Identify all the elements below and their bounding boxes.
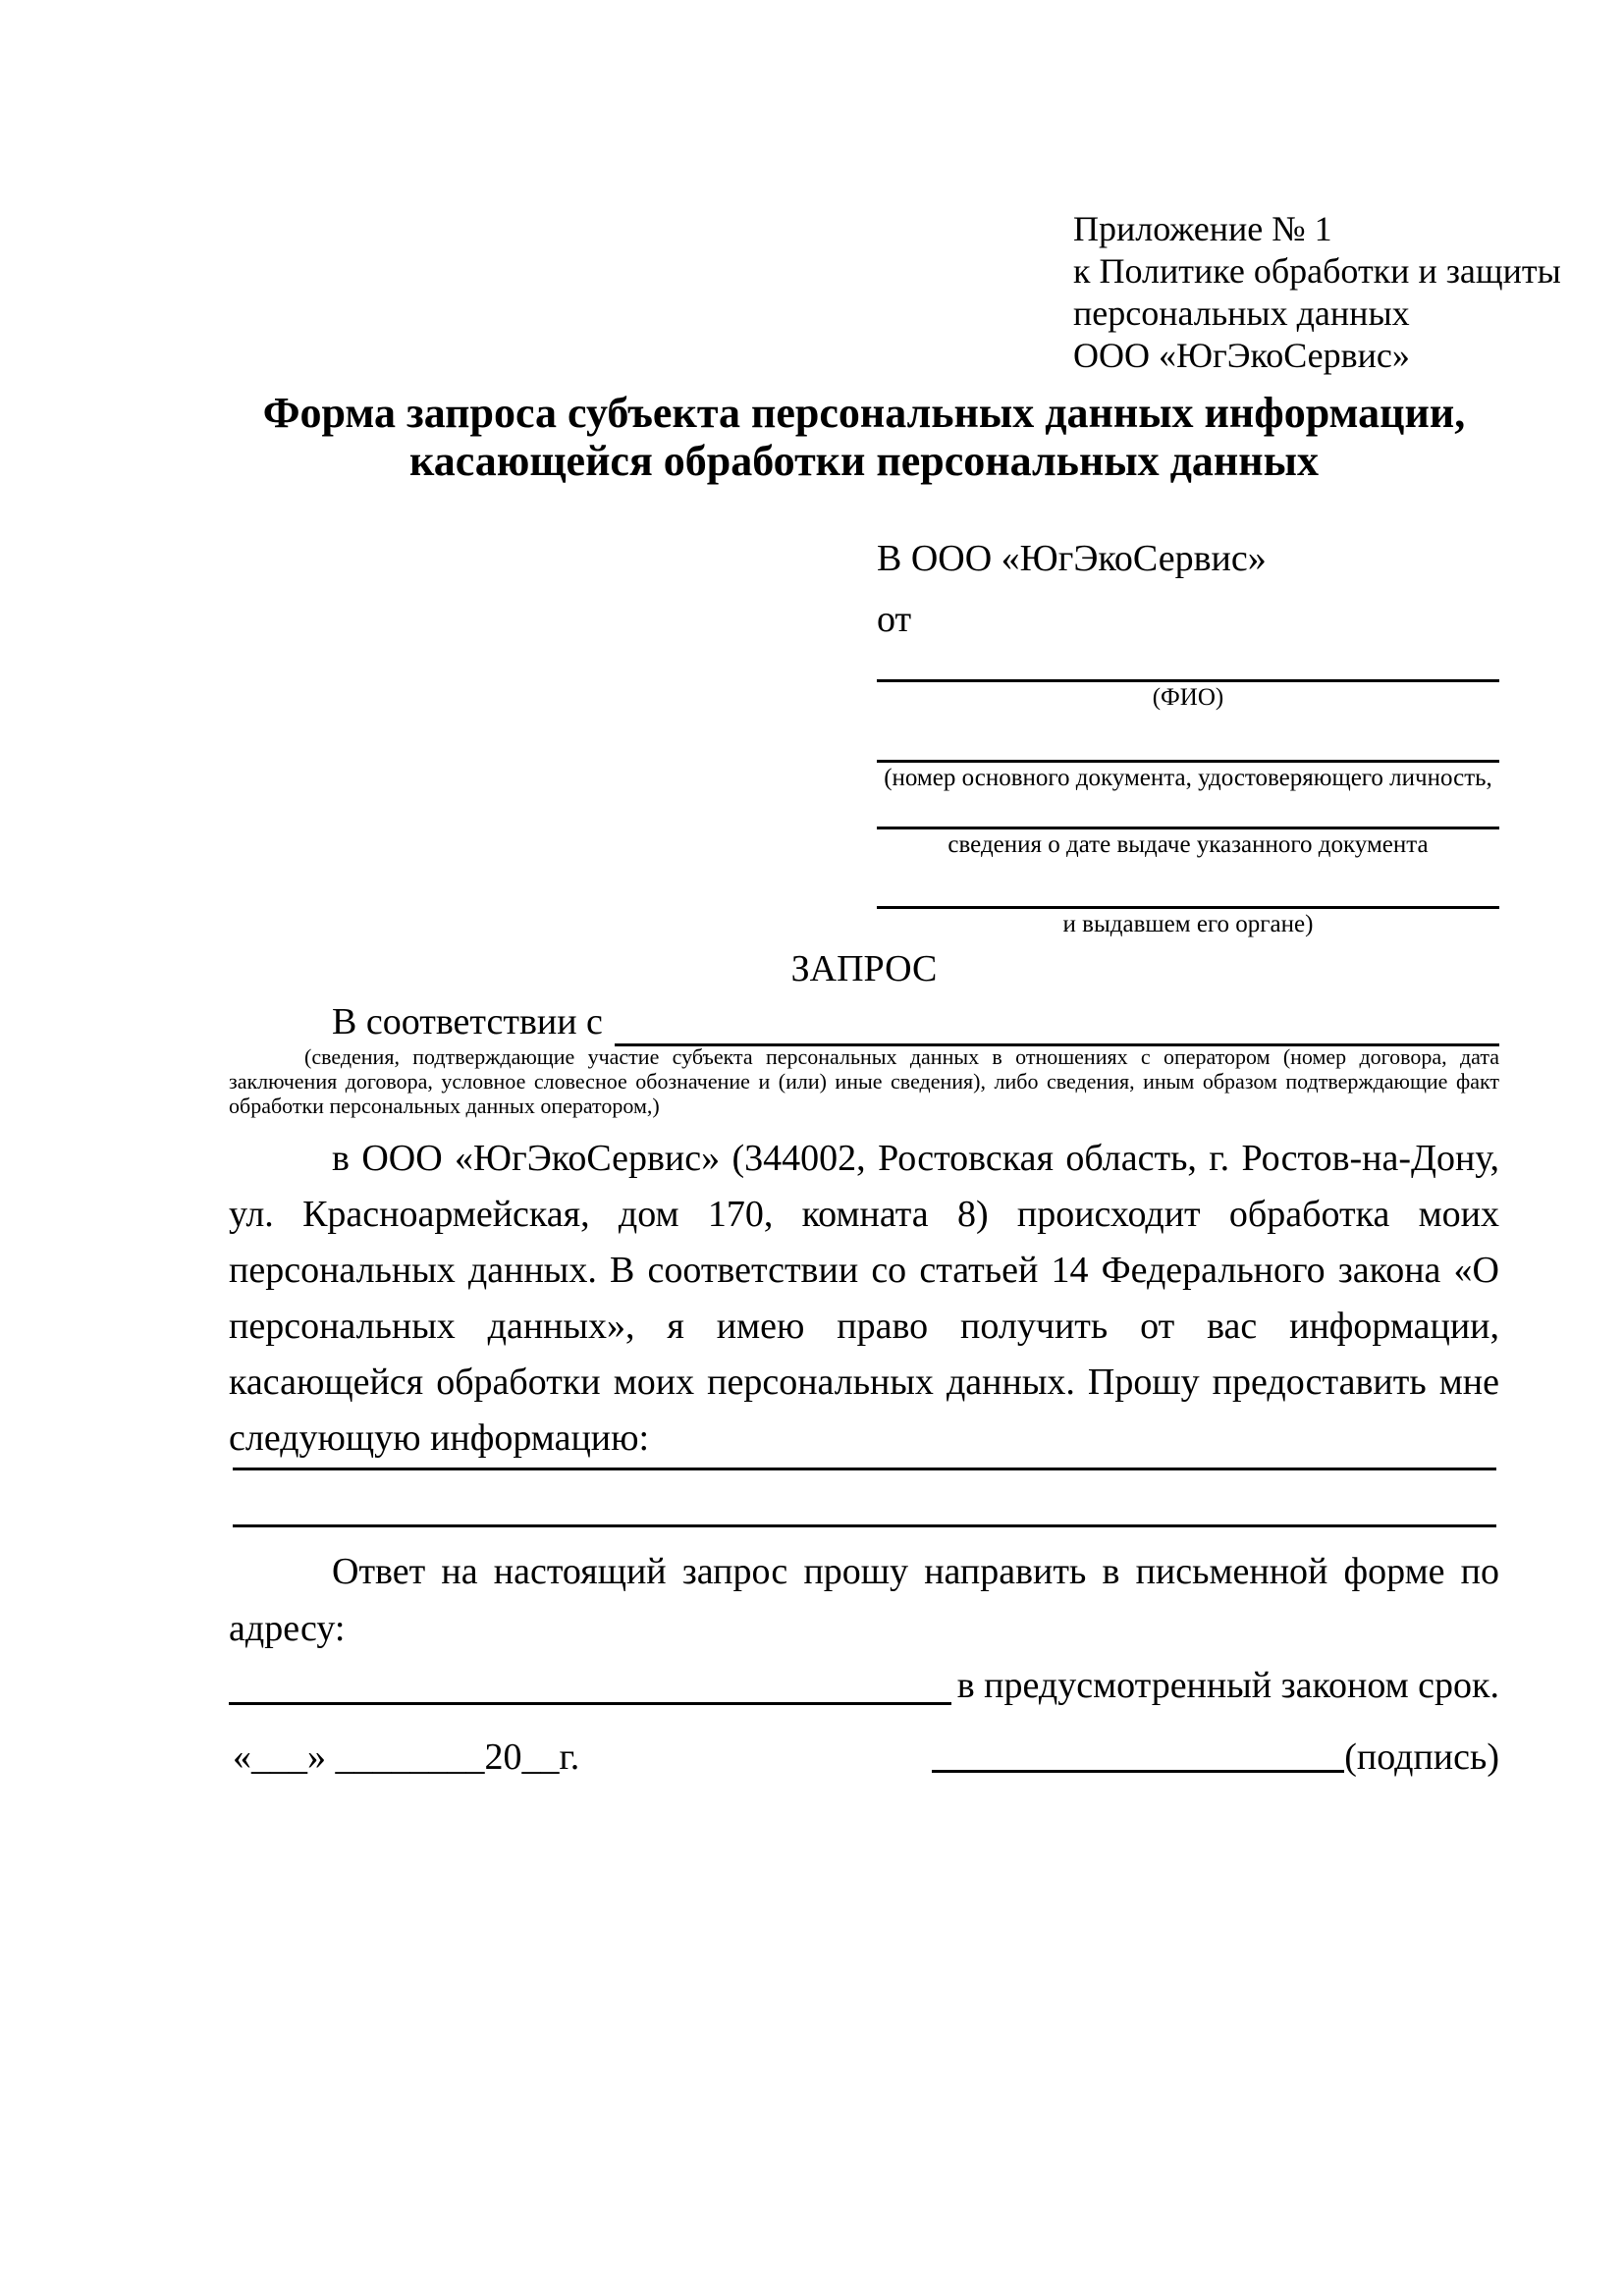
request-heading: ЗАПРОС <box>790 948 938 989</box>
document-number-input-line[interactable] <box>877 713 1499 763</box>
reply-suffix: в предусмотренный законом срок. <box>956 1665 1499 1706</box>
reply-block <box>229 1543 1499 1714</box>
document-title-line-2: касающейся обработки персональных данных <box>409 437 1319 485</box>
issuing-authority-field <box>877 860 1499 939</box>
annex-line-3: персональных данных <box>1073 294 1410 333</box>
signature-line[interactable] <box>932 1725 1344 1773</box>
info-request-line-2[interactable] <box>233 1524 1496 1527</box>
basis-input-line[interactable] <box>615 1000 1499 1046</box>
signature-label: (подпись) <box>1344 1736 1499 1778</box>
intro-prefix: В соответствии с <box>332 1001 603 1042</box>
issue-date-field <box>877 793 1499 860</box>
document-title <box>229 389 1499 485</box>
addressee-from: от <box>877 599 912 640</box>
reply-text: Ответ на настоящий запрос прошу направить в письменной форме по адресу: <box>229 1551 1499 1649</box>
document-title-line-1: Форма запроса субъекта персональных данных информации, <box>262 389 1466 437</box>
reply-address-row <box>229 1657 1499 1714</box>
issuing-authority-input-line[interactable] <box>877 860 1499 909</box>
info-request-line-1[interactable] <box>233 1468 1496 1470</box>
fio-input-line[interactable] <box>877 642 1499 682</box>
issuing-authority-label: и выдавшем его органе) <box>1062 911 1314 937</box>
addressee-to: В ООО «ЮгЭкоСервис» <box>877 538 1267 579</box>
annex-line-4: ООО «ЮгЭкоСервис» <box>1073 336 1410 375</box>
fine-print: (сведения, подтверждающие участие субъекта персональных данных в отношениях с оператором (номер договора, дата заключения договора, условное словесное обозначение и (или) иные сведения), либо сведения, иным образом подтверждающие факт обработки персональных данных оператором,) <box>229 1044 1499 1118</box>
issue-date-input-line[interactable] <box>877 793 1499 829</box>
intro-row <box>229 997 1499 1046</box>
date-field[interactable]: «___» ________20__г. <box>233 1736 580 1778</box>
signature-row <box>233 1725 1499 1783</box>
signature-field <box>932 1725 1499 1783</box>
address-input-line[interactable] <box>229 1657 951 1705</box>
annex-block <box>1073 208 1561 377</box>
fio-label: (ФИО) <box>1152 684 1224 711</box>
body-paragraph: в ООО «ЮгЭкоСервис» (344002, Ростовская область, г. Ростов-на-Дону, ул. Красноармейская, дом 170, комната 8) происходит обработка моих персональных данных. В соответствии со статьей 14 Федерального закона «О персональных данных», я имею право получить от вас информации, касающейся обработки моих персональных данных. Прошу предоставить мне следующую информацию: <box>229 1138 1499 1459</box>
fio-field <box>877 642 1499 713</box>
annex-line-1: Приложение № 1 <box>1073 209 1332 248</box>
issue-date-label: сведения о дате выдаче указанного документа <box>947 831 1429 858</box>
document-number-field <box>877 713 1499 793</box>
document-number-label: (номер основного документа, удостоверяющего личность, <box>884 765 1492 791</box>
addressee-block <box>877 536 1499 939</box>
annex-line-2: к Политике обработки и защиты <box>1073 251 1561 291</box>
